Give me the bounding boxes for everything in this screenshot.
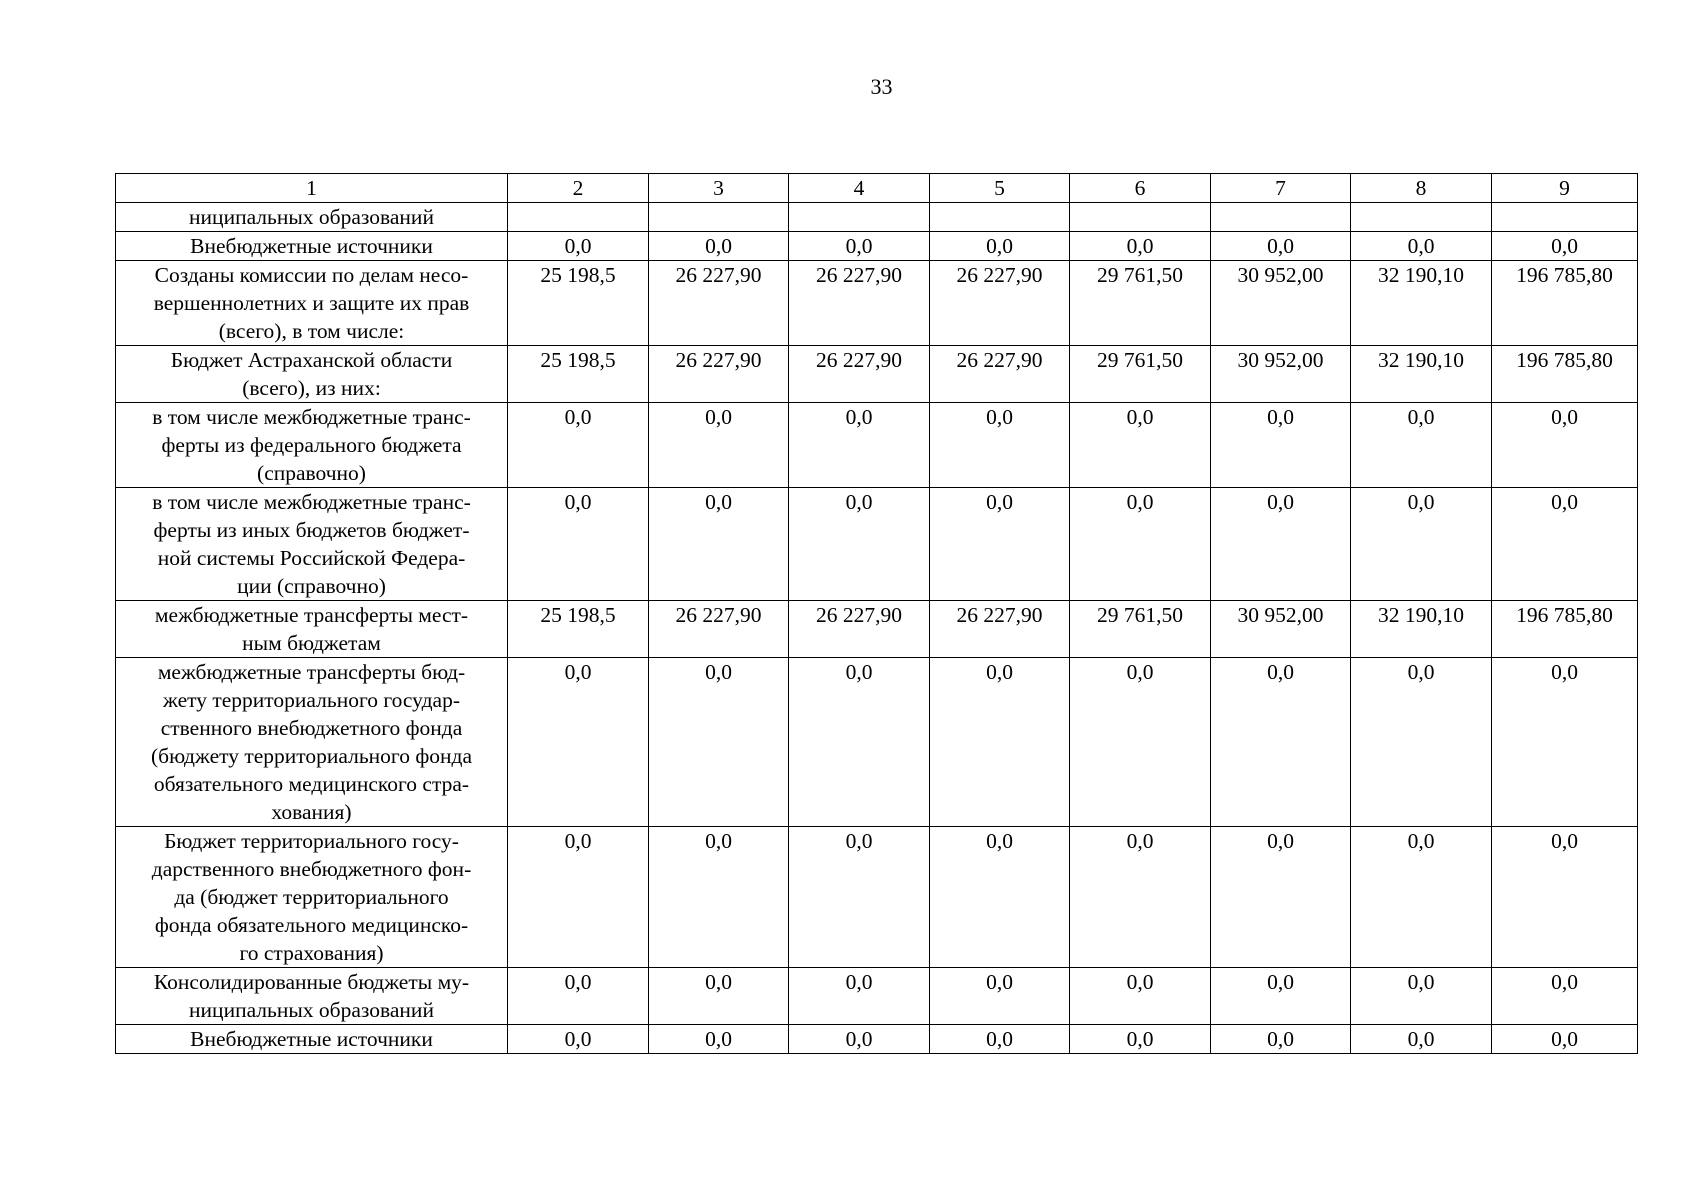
table-row xyxy=(116,488,1638,601)
value-cell: 0,0 xyxy=(789,488,930,601)
value-cell xyxy=(789,203,930,232)
value-cell xyxy=(930,203,1070,232)
table-row xyxy=(116,346,1638,403)
value-cell: 26 227,90 xyxy=(789,346,930,403)
value-cell: 0,0 xyxy=(1070,658,1211,827)
value-cell: 0,0 xyxy=(1070,968,1211,1025)
header-cell: 5 xyxy=(930,174,1070,203)
table-row xyxy=(116,203,1638,232)
value-cell: 0,0 xyxy=(508,827,649,968)
value-cell: 0,0 xyxy=(1211,403,1351,488)
value-cell: 0,0 xyxy=(789,1025,930,1054)
value-cell: 0,0 xyxy=(1492,968,1638,1025)
value-cell xyxy=(1351,203,1492,232)
value-cell: 0,0 xyxy=(1351,827,1492,968)
value-cell: 25 198,5 xyxy=(508,346,649,403)
value-cell: 0,0 xyxy=(1492,658,1638,827)
page-number: 33 xyxy=(870,74,893,99)
value-cell: 26 227,90 xyxy=(789,261,930,346)
value-cell: 0,0 xyxy=(649,658,789,827)
value-cell: 26 227,90 xyxy=(930,346,1070,403)
value-cell: 0,0 xyxy=(930,658,1070,827)
table-body xyxy=(116,174,1638,1054)
value-cell: 30 952,00 xyxy=(1211,261,1351,346)
value-cell: 0,0 xyxy=(1070,232,1211,261)
value-cell: 196 785,80 xyxy=(1492,346,1638,403)
value-cell xyxy=(649,203,789,232)
value-cell: 0,0 xyxy=(649,1025,789,1054)
row-label: Бюджет территориального госу- дарственного внебюджетного фон- да (бюджет территориального фонда обязательного медицинско- го страхования) xyxy=(116,827,508,968)
value-cell xyxy=(1492,203,1638,232)
value-cell: 0,0 xyxy=(1211,488,1351,601)
table-header-row xyxy=(116,174,1638,203)
value-cell: 26 227,90 xyxy=(930,261,1070,346)
table-row xyxy=(116,658,1638,827)
value-cell: 0,0 xyxy=(789,827,930,968)
header-cell: 8 xyxy=(1351,174,1492,203)
header-cell: 1 xyxy=(116,174,508,203)
value-cell: 0,0 xyxy=(1070,827,1211,968)
value-cell xyxy=(508,203,649,232)
value-cell: 0,0 xyxy=(649,827,789,968)
value-cell: 0,0 xyxy=(508,488,649,601)
value-cell xyxy=(1211,203,1351,232)
value-cell: 0,0 xyxy=(930,1025,1070,1054)
value-cell: 0,0 xyxy=(508,403,649,488)
value-cell: 0,0 xyxy=(789,658,930,827)
value-cell: 0,0 xyxy=(789,403,930,488)
value-cell: 0,0 xyxy=(1351,968,1492,1025)
value-cell: 0,0 xyxy=(508,658,649,827)
value-cell: 0,0 xyxy=(789,968,930,1025)
row-label: ниципальных образований xyxy=(116,203,508,232)
value-cell: 0,0 xyxy=(508,232,649,261)
value-cell: 0,0 xyxy=(1492,403,1638,488)
value-cell: 26 227,90 xyxy=(930,601,1070,658)
table-row xyxy=(116,827,1638,968)
value-cell: 0,0 xyxy=(1492,1025,1638,1054)
value-cell: 0,0 xyxy=(1070,488,1211,601)
header-cell: 2 xyxy=(508,174,649,203)
value-cell: 0,0 xyxy=(1211,1025,1351,1054)
row-label: Консолидированные бюджеты му- ниципальных образований xyxy=(116,968,508,1025)
value-cell: 26 227,90 xyxy=(789,601,930,658)
value-cell: 0,0 xyxy=(649,403,789,488)
row-label: Внебюджетные источники xyxy=(116,1025,508,1054)
value-cell: 0,0 xyxy=(649,232,789,261)
row-label: в том числе межбюджетные транс- ферты из иных бюджетов бюджет- ной системы Российской Федера- ции (справочно) xyxy=(116,488,508,601)
value-cell: 26 227,90 xyxy=(649,261,789,346)
value-cell: 196 785,80 xyxy=(1492,601,1638,658)
table-row xyxy=(116,601,1638,658)
value-cell: 25 198,5 xyxy=(508,601,649,658)
value-cell: 0,0 xyxy=(930,403,1070,488)
value-cell: 29 761,50 xyxy=(1070,601,1211,658)
value-cell: 0,0 xyxy=(1351,658,1492,827)
value-cell: 0,0 xyxy=(1351,403,1492,488)
value-cell: 0,0 xyxy=(649,488,789,601)
value-cell: 25 198,5 xyxy=(508,261,649,346)
value-cell: 0,0 xyxy=(1351,1025,1492,1054)
value-cell: 30 952,00 xyxy=(1211,601,1351,658)
row-label: Внебюджетные источники xyxy=(116,232,508,261)
value-cell: 0,0 xyxy=(1211,968,1351,1025)
row-label: межбюджетные трансферты бюд- жету территориального государ- ственного внебюджетного фонда (бюджету территориального фонда обязательного медицинского стра- хования) xyxy=(116,658,508,827)
value-cell: 0,0 xyxy=(930,232,1070,261)
value-cell: 0,0 xyxy=(649,968,789,1025)
value-cell: 0,0 xyxy=(1211,232,1351,261)
value-cell: 0,0 xyxy=(1211,658,1351,827)
value-cell: 26 227,90 xyxy=(649,601,789,658)
row-label: Бюджет Астраханской области (всего), из них: xyxy=(116,346,508,403)
value-cell: 0,0 xyxy=(508,1025,649,1054)
value-cell: 26 227,90 xyxy=(649,346,789,403)
row-label: Созданы комиссии по делам несо- вершеннолетних и защите их прав (всего), в том числе: xyxy=(116,261,508,346)
table-row xyxy=(116,1025,1638,1054)
value-cell xyxy=(1070,203,1211,232)
row-label: межбюджетные трансферты мест- ным бюджетам xyxy=(116,601,508,658)
value-cell: 0,0 xyxy=(930,488,1070,601)
value-cell: 0,0 xyxy=(1492,232,1638,261)
table-row xyxy=(116,232,1638,261)
value-cell: 29 761,50 xyxy=(1070,261,1211,346)
value-cell: 196 785,80 xyxy=(1492,261,1638,346)
value-cell: 0,0 xyxy=(1492,827,1638,968)
value-cell: 29 761,50 xyxy=(1070,346,1211,403)
value-cell: 0,0 xyxy=(789,232,930,261)
value-cell: 0,0 xyxy=(1351,488,1492,601)
header-cell: 9 xyxy=(1492,174,1638,203)
header-cell: 4 xyxy=(789,174,930,203)
value-cell: 32 190,10 xyxy=(1351,261,1492,346)
value-cell: 0,0 xyxy=(1492,488,1638,601)
value-cell: 0,0 xyxy=(1070,403,1211,488)
row-label: в том числе межбюджетные транс- ферты из федерального бюджета (справочно) xyxy=(116,403,508,488)
value-cell: 0,0 xyxy=(1070,1025,1211,1054)
table-row xyxy=(116,403,1638,488)
value-cell: 0,0 xyxy=(1351,232,1492,261)
value-cell: 30 952,00 xyxy=(1211,346,1351,403)
header-cell: 3 xyxy=(649,174,789,203)
value-cell: 32 190,10 xyxy=(1351,346,1492,403)
table-row xyxy=(116,261,1638,346)
header-cell: 6 xyxy=(1070,174,1211,203)
table-row xyxy=(116,968,1638,1025)
value-cell: 0,0 xyxy=(930,968,1070,1025)
header-cell: 7 xyxy=(1211,174,1351,203)
budget-table xyxy=(115,173,1638,1054)
value-cell: 0,0 xyxy=(930,827,1070,968)
value-cell: 0,0 xyxy=(1211,827,1351,968)
value-cell: 0,0 xyxy=(508,968,649,1025)
value-cell: 32 190,10 xyxy=(1351,601,1492,658)
